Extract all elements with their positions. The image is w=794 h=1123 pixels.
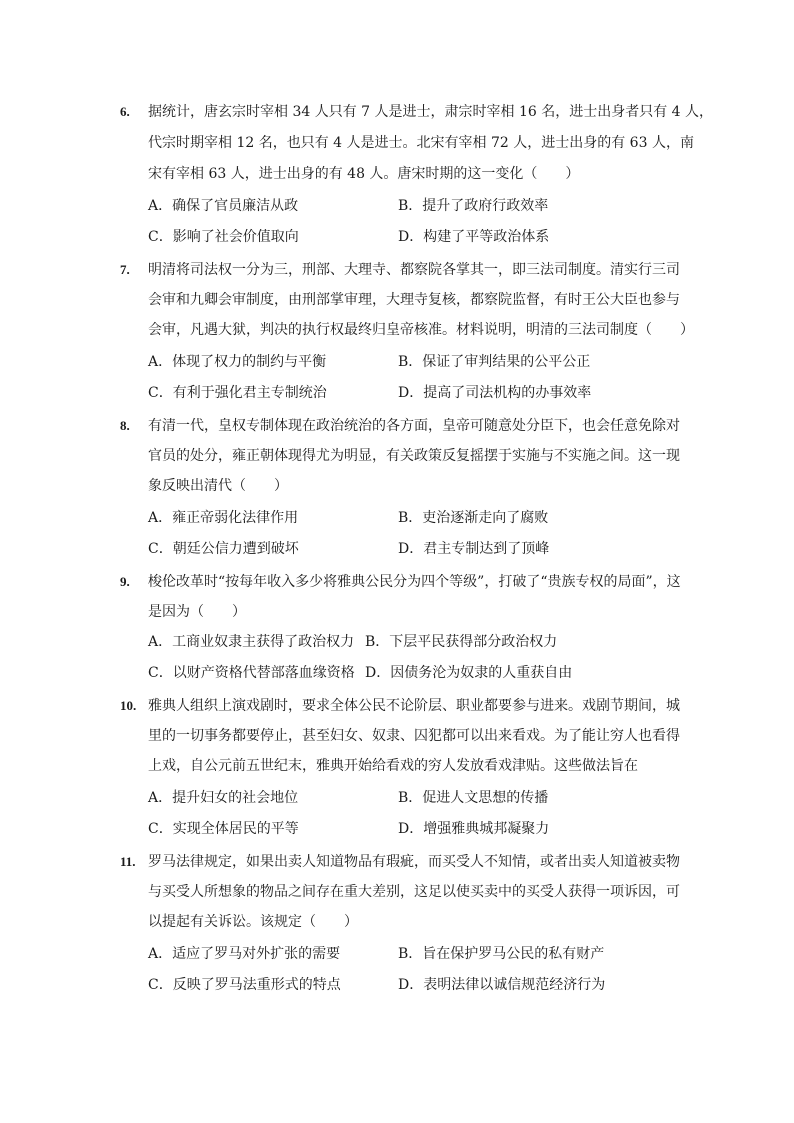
question-stem-line: 是因为（ ） [148, 604, 246, 620]
question-stem-line: 宋有宰相 63 人，进士出身的有 48 人。唐宋时期的这一变化（ ） [148, 166, 580, 182]
option-a[interactable]: A．体现了权力的制约与平衡 [148, 354, 327, 370]
option-c[interactable]: C．实现全体居民的平等 [148, 821, 299, 837]
question-stem-line: 里的一切事务都要停止，甚至妇女、奴隶、囚犯都可以出来看戏。为了能让穷人也看得 [148, 728, 680, 744]
option-a[interactable]: A．工商业奴隶主获得了政治权力 [148, 634, 355, 650]
option-a[interactable]: A．提升妇女的社会地位 [148, 790, 299, 806]
question-stem-line: 上戏，自公元前五世纪末，雅典开始给看戏的穷人发放看戏津贴。这些做法旨在 [148, 758, 638, 774]
option-c[interactable]: C．影响了社会价值取向 [148, 229, 299, 245]
question-number: 7. [120, 262, 130, 277]
option-d[interactable]: D．君主专制达到了顶峰 [398, 541, 550, 557]
option-a[interactable]: A．雍正帝弱化法律作用 [148, 510, 299, 526]
question-stem-line: 象反映出清代（ ） [148, 478, 288, 494]
question-stem-line: 以提起有关诉讼。该规定（ ） [148, 914, 358, 930]
question-number: 9. [120, 574, 130, 589]
option-d[interactable]: D．因债务沦为奴隶的人重获自由 [365, 665, 573, 681]
option-c[interactable]: C．以财产资格代替部落血缘资格 [148, 665, 355, 681]
option-c[interactable]: C．朝廷公信力遭到破坏 [148, 541, 299, 557]
question-stem-line: 代宗时期宰相 12 名，也只有 4 人是进士。北宋有宰相 72 人，进士出身的有 63 人，南 [148, 135, 694, 151]
option-b[interactable]: B．下层平民获得部分政治权力 [365, 634, 558, 650]
question-stem-line: 与买受人所想象的物品之间存在重大差别，这足以使买卖中的买受人获得一项诉因，可 [148, 884, 680, 900]
option-c[interactable]: C．反映了罗马法重形式的特点 [148, 977, 341, 993]
option-d[interactable]: D．增强雅典城邦凝聚力 [398, 821, 550, 837]
option-b[interactable]: B．提升了政府行政效率 [398, 198, 549, 214]
question-number: 6. [120, 104, 130, 119]
question-number: 10. [120, 698, 137, 713]
option-b[interactable]: B．旨在保护罗马公民的私有财产 [398, 946, 605, 962]
question-number: 8. [120, 418, 130, 433]
question-number: 11. [120, 854, 136, 869]
question-stem-line: 罗马法律规定，如果出卖人知道物品有瑕疵，而买受人不知情，或者出卖人知道被卖物 [148, 854, 680, 870]
option-b[interactable]: B．保证了审判结果的公平公正 [398, 354, 591, 370]
question-stem-line: 梭伦改革时“按每年收入多少将雅典公民分为四个等级”，打破了“贵族专权的局面”，这 [148, 574, 681, 590]
option-d[interactable]: D．提高了司法机构的办事效率 [398, 385, 592, 401]
option-a[interactable]: A．确保了官员廉洁从政 [148, 198, 299, 214]
question-stem-line: 官员的处分，雍正朝体现得尤为明显，有关政策反复摇摆于实施与不实施之间。这一现 [148, 448, 680, 464]
question-stem-line: 会审和九卿会审制度，由刑部掌审理，大理寺复核，都察院监督，有时王公大臣也参与 [148, 292, 680, 308]
option-b[interactable]: B．吏治逐渐走向了腐败 [398, 510, 549, 526]
question-stem-line: 据统计，唐玄宗时宰相 34 人只有 7 人是进士，肃宗时宰相 16 名，进士出身者只有 4 人， [148, 104, 714, 120]
option-d[interactable]: D．构建了平等政治体系 [398, 229, 550, 245]
option-b[interactable]: B．促进人文思想的传播 [398, 790, 549, 806]
question-stem-line: 有清一代，皇权专制体现在政治统治的各方面，皇帝可随意处分臣下，也会任意免除对 [148, 418, 680, 434]
option-c[interactable]: C．有利于强化君主专制统治 [148, 385, 327, 401]
question-stem-line: 会审，凡遇大狱，判决的执行权最终归皇帝核准。材料说明，明清的三法司制度（ ） [148, 322, 694, 338]
question-stem-line: 雅典人组织上演戏剧时，要求全体公民不论阶层、职业都要参与进来。戏剧节期间，城 [148, 698, 680, 714]
question-stem-line: 明清将司法权一分为三，刑部、大理寺、都察院各掌其一，即三法司制度。清实行三司 [148, 262, 680, 278]
option-d[interactable]: D．表明法律以诚信规范经济行为 [398, 977, 606, 993]
option-a[interactable]: A．适应了罗马对外扩张的需要 [148, 946, 341, 962]
